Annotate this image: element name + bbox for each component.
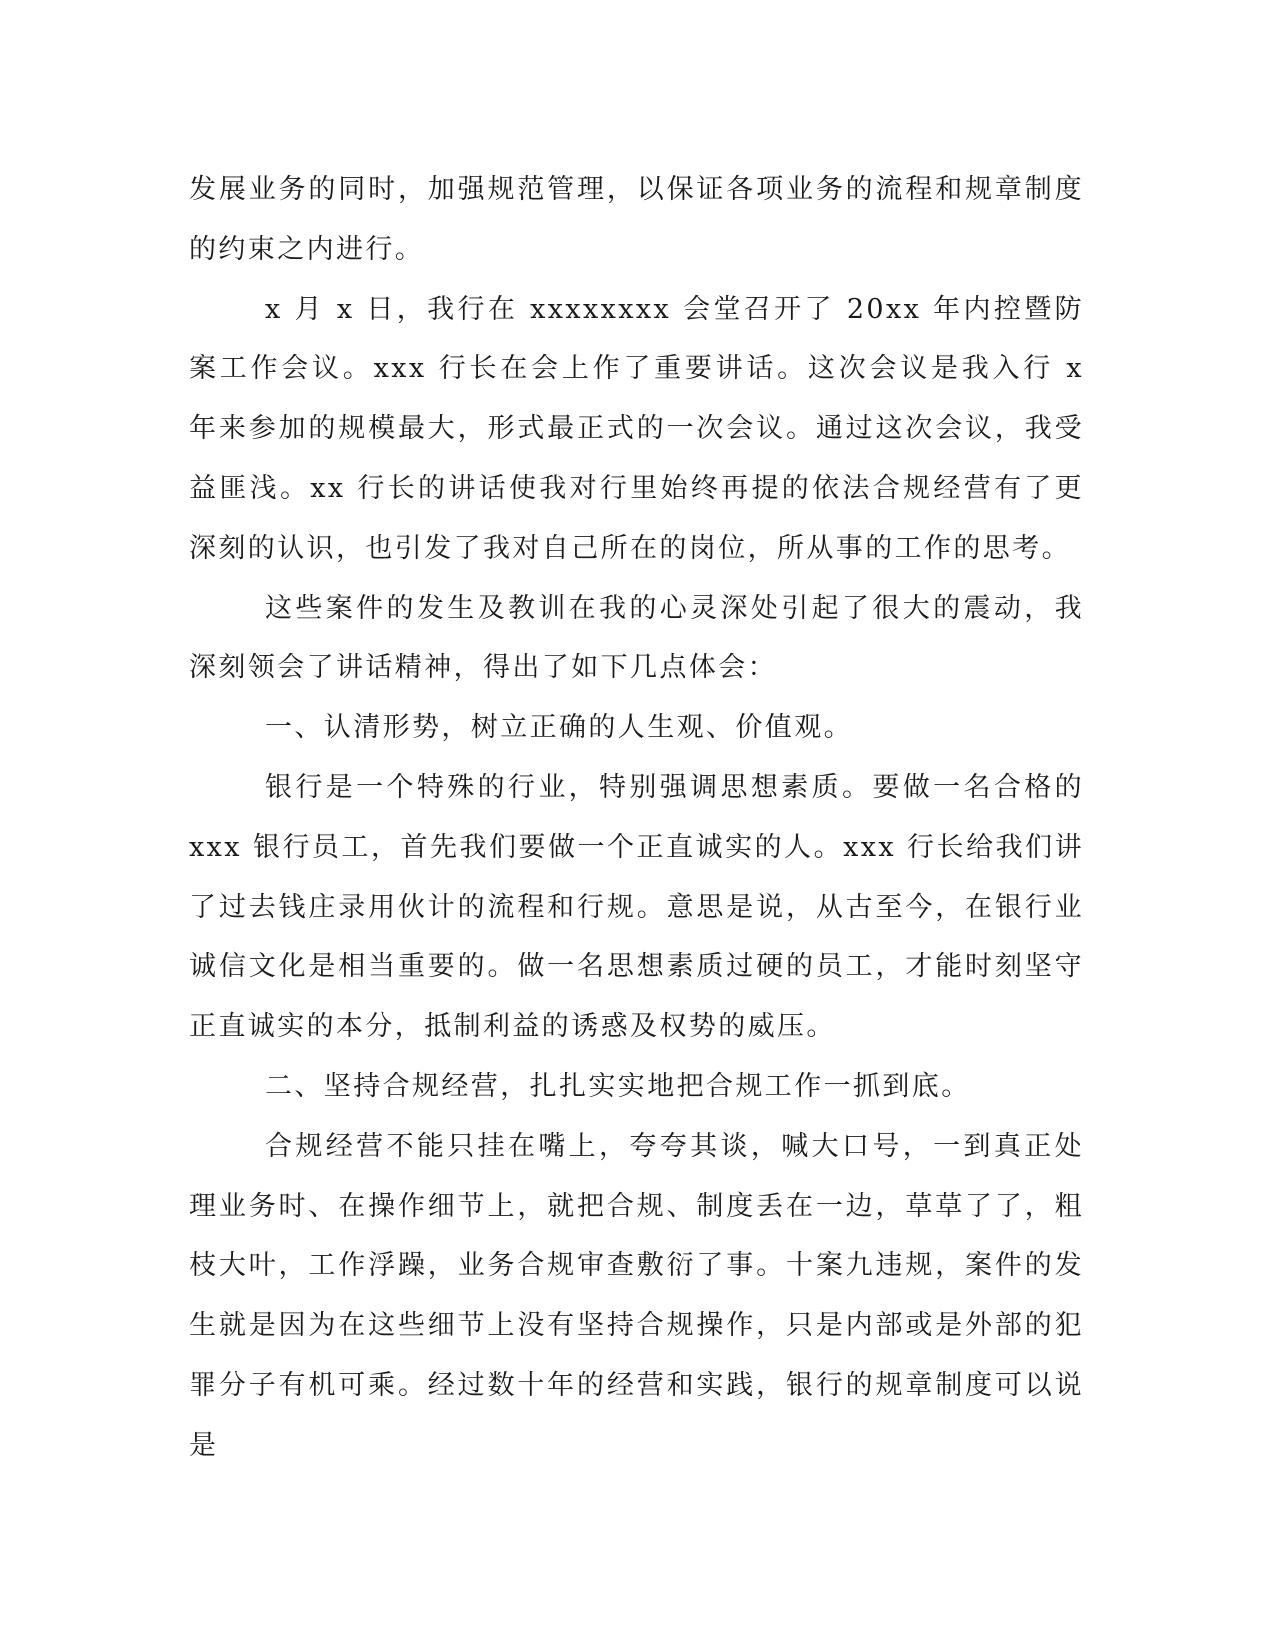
paragraph-insights-intro: 这些案件的发生及教训在我的心灵深处引起了很大的震动，我深刻领会了讲话精神，得出了如下几点体会：	[189, 592, 1084, 684]
heading-point-one: 一、认清形势，树立正确的人生观、价值观。	[265, 712, 853, 744]
paragraph-point-two: 合规经营不能只挂在嘴上，夸夸其谈，喊大口号，一到真正处理业务时、在操作细节上，就把合规、制度丢在一边，草草了了，粗枝大叶，工作浮躁，业务合规审查敷衍了事。十案九违规，案件的发生就是因为在这些细节上没有坚持合规操作，只是内部或是外部的犯罪分子有机可乘。经过数十年的经营和实践，银行的规章制度可以说是	[189, 1130, 1084, 1461]
paragraph-point-one: 银行是一个特殊的行业，特别强调思想素质。要做一名合格的 xxx 银行员工，首先我们要做一个正直诚实的人。xxx 行长给我们讲了过去钱庄录用伙计的流程和行规。意思是说，从古至今，在银行业诚信文化是相当重要的。做一名思想素质过硬的员工，才能时刻坚守正直诚实的本分，抵制利益的诱惑及权势的威压。	[189, 771, 1084, 1043]
heading-point-two: 二、坚持合规经营，扎扎实实地把合规工作一抓到底。	[265, 1070, 971, 1102]
document-body	[189, 160, 1084, 1476]
paragraph-meeting: x 月 x 日，我行在 xxxxxxxx 会堂召开了 20xx 年内控暨防案工作会议。xxx 行长在会上作了重要讲话。这次会议是我入行 x 年来参加的规模最大，形式最正式的一次会议。通过这次会议，我受益匪浅。xx 行长的讲话使我对行里始终再提的依法合规经营有了更深刻的认识，也引发了我对自己所在的岗位，所从事的工作的思考。	[189, 293, 1084, 564]
paragraph-continuation: 发展业务的同时，加强规范管理，以保证各项业务的流程和规章制度的约束之内进行。	[189, 174, 1084, 265]
